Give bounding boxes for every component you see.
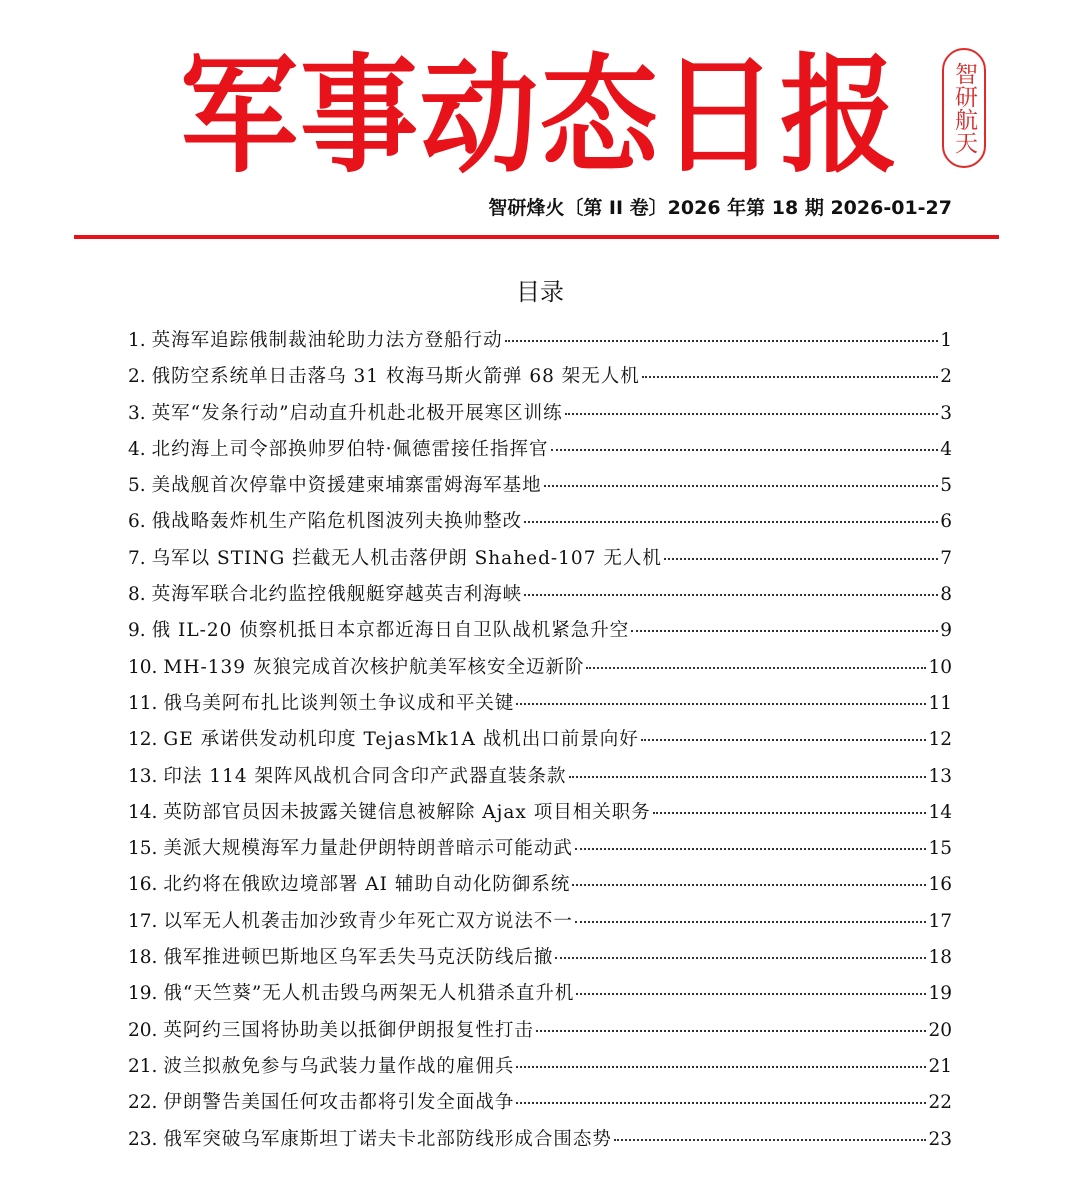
toc-entry[interactable]	[128, 541, 952, 577]
toc-entry-title: 俄战略轰炸机生产陷危机图波列夫换帅整改	[151, 511, 523, 533]
toc-entry[interactable]	[128, 396, 952, 432]
toc-entry-title: 伊朗警告美国任何攻击都将引发全面战争	[163, 1092, 515, 1114]
issue-line: 智研烽火〔第 II 卷〕2026 年第 18 期 2026-01-27	[488, 197, 952, 219]
toc-entry-page: 23	[928, 1128, 952, 1150]
toc-entry-title: 美派大规模海军力量赴伊朗特朗普暗示可能动武	[163, 838, 573, 860]
toc-entry-page: 12	[928, 729, 952, 751]
toc-entry-number: 10.	[128, 656, 158, 678]
toc-entry-page: 18	[928, 947, 952, 969]
toc-leader-dots	[544, 484, 939, 487]
toc-entry[interactable]	[128, 323, 952, 359]
toc-leader-dots	[576, 992, 926, 995]
toc-entry-page: 8	[940, 584, 952, 606]
toc-entry[interactable]	[128, 1049, 952, 1085]
toc-entry[interactable]	[128, 795, 952, 831]
toc-entry-page: 5	[940, 475, 952, 497]
toc-entry-title: 英阿约三国将协助美以抵御伊朗报复性打击	[163, 1019, 534, 1041]
toc-entry-title: 俄“天竺葵”无人机击毁乌两架无人机猎杀直升机	[163, 983, 575, 1005]
masthead-title: 军事动态日报	[179, 40, 900, 190]
toc-entry[interactable]	[128, 686, 952, 722]
toc-entry[interactable]	[128, 831, 952, 867]
toc-leader-dots	[575, 920, 927, 923]
toc-entry-number: 20.	[128, 1019, 158, 1041]
toc-entry-title: 北约海上司令部换帅罗伯特·佩德雷接任指挥官	[151, 438, 549, 460]
toc-entry-number: 21.	[128, 1055, 158, 1077]
toc-entry-number: 3.	[128, 402, 146, 424]
toc-entry[interactable]	[128, 359, 952, 395]
toc-leader-dots	[524, 520, 938, 523]
toc-entry-page: 15	[928, 838, 952, 860]
toc-entry-page: 11	[928, 692, 952, 714]
toc-entry-title: 北约将在俄欧边境部署 AI 辅助自动化防御系统	[163, 874, 571, 896]
toc-list	[128, 323, 952, 1158]
toc-entry-page: 2	[940, 366, 952, 388]
toc-entry-number: 17.	[128, 910, 158, 932]
toc-entry-page: 14	[928, 801, 952, 823]
toc-entry-page: 10	[928, 656, 952, 678]
toc-leader-dots	[551, 448, 939, 451]
toc-leader-dots	[524, 593, 938, 596]
seal-text: 智研航天	[951, 62, 977, 154]
toc-entry[interactable]	[128, 577, 952, 613]
toc-entry-number: 23.	[128, 1128, 158, 1150]
toc-entry-number: 14.	[128, 801, 158, 823]
toc-entry-title: 英防部官员因未披露关键信息被解除 Ajax 项目相关职务	[163, 801, 651, 823]
toc-entry-page: 20	[928, 1019, 952, 1041]
toc-leader-dots	[555, 956, 926, 959]
toc-entry-page: 7	[940, 547, 952, 569]
toc-entry-title: 以军无人机袭击加沙致青少年死亡双方说法不一	[163, 910, 573, 932]
toc-leader-dots	[572, 883, 926, 886]
toc-entry-number: 1.	[128, 330, 146, 351]
toc-entry[interactable]	[128, 1085, 952, 1121]
toc-entry-page: 13	[928, 765, 952, 787]
toc-leader-dots	[569, 775, 927, 778]
toc-entry-number: 6.	[128, 511, 146, 533]
seal-stamp	[942, 48, 986, 168]
header-divider	[74, 235, 999, 239]
toc-entry[interactable]	[128, 759, 952, 795]
toc-entry-title: 俄军突破乌军康斯坦丁诺夫卡北部防线形成合围态势	[163, 1128, 612, 1150]
toc-entry[interactable]	[128, 722, 952, 758]
toc-entry[interactable]	[128, 432, 952, 468]
toc-entry-page: 1	[940, 330, 952, 351]
toc-entry-page: 17	[928, 910, 952, 932]
toc-entry-page: 22	[928, 1092, 952, 1114]
toc-entry-number: 13.	[128, 765, 158, 787]
toc-entry-page: 9	[940, 620, 952, 642]
toc-entry-title: 俄乌美阿布扎比谈判领土争议成和平关键	[163, 692, 515, 714]
toc-leader-dots	[653, 811, 927, 814]
toc-leader-dots	[516, 1065, 926, 1068]
toc-entry[interactable]	[128, 650, 952, 686]
toc-entry-number: 4.	[128, 438, 146, 460]
toc-entry-number: 11.	[128, 692, 158, 714]
toc-entry[interactable]	[128, 1013, 952, 1049]
toc-entry-page: 6	[940, 511, 952, 533]
toc-entry-title: 乌军以 STING 拦截无人机击落伊朗 Shahed-107 无人机	[151, 547, 662, 569]
toc-entry-number: 18.	[128, 947, 158, 969]
toc-entry-title: 波兰拟赦免参与乌武装力量作战的雇佣兵	[163, 1055, 515, 1077]
toc-entry-number: 5.	[128, 475, 146, 497]
toc-leader-dots	[631, 629, 938, 632]
toc-entry[interactable]	[128, 940, 952, 976]
toc-entry-number: 19.	[128, 983, 158, 1005]
toc-entry[interactable]	[128, 904, 952, 940]
toc-entry-title: 印法 114 架阵风战机合同含印产武器直装条款	[163, 765, 567, 787]
toc-leader-dots	[642, 375, 938, 378]
toc-entry-title: 俄防空系统单日击落乌 31 枚海马斯火箭弹 68 架无人机	[151, 366, 640, 388]
toc-title: 目录	[516, 278, 564, 306]
toc-leader-dots	[586, 666, 926, 669]
toc-entry-page: 19	[928, 983, 952, 1005]
toc-entry[interactable]	[128, 613, 952, 649]
toc-entry-page: 21	[928, 1055, 952, 1077]
toc-entry-number: 15.	[128, 838, 158, 860]
toc-entry-page: 3	[940, 402, 952, 424]
toc-entry-title: MH-139 灰狼完成首次核护航美军核安全迈新阶	[163, 656, 585, 678]
toc-leader-dots	[516, 702, 926, 705]
toc-entry[interactable]	[128, 1122, 952, 1158]
toc-entry-number: 8.	[128, 584, 146, 606]
toc-entry-title: 俄军推进顿巴斯地区乌军丢失马克沃防线后撤	[163, 947, 554, 969]
toc-leader-dots	[565, 412, 939, 415]
toc-entry-page: 4	[940, 438, 952, 460]
toc-leader-dots	[664, 557, 938, 560]
toc-leader-dots	[536, 1029, 927, 1032]
toc-entry-title: 英海军联合北约监控俄舰艇穿越英吉利海峡	[151, 584, 523, 606]
toc-entry[interactable]	[128, 504, 952, 540]
toc-entry-title: 美战舰首次停靠中资援建柬埔寨雷姆海军基地	[151, 475, 542, 497]
toc-leader-dots	[505, 339, 939, 342]
toc-entry-number: 22.	[128, 1092, 158, 1114]
toc-entry-number: 2.	[128, 366, 146, 388]
toc-entry[interactable]	[128, 468, 952, 504]
masthead	[0, 40, 1080, 190]
toc-leader-dots	[575, 847, 927, 850]
toc-entry-number: 7.	[128, 547, 146, 569]
toc-entry-title: 英海军追踪俄制裁油轮助力法方登船行动	[151, 330, 503, 351]
toc-entry[interactable]	[128, 867, 952, 903]
toc-entry-number: 16.	[128, 874, 158, 896]
toc-entry[interactable]	[128, 976, 952, 1012]
toc-leader-dots	[516, 1101, 926, 1104]
toc-leader-dots	[641, 738, 927, 741]
toc-entry-page: 16	[928, 874, 952, 896]
toc-entry-number: 12.	[128, 729, 158, 751]
toc-entry-number: 9.	[128, 620, 146, 642]
toc-leader-dots	[614, 1138, 927, 1141]
toc-entry-title: 俄 IL-20 侦察机抵日本京都近海日自卫队战机紧急升空	[151, 620, 630, 642]
toc-entry-title: 英军“发条行动”启动直升机赴北极开展寒区训练	[151, 402, 563, 424]
toc-entry-title: GE 承诺供发动机印度 TejasMk1A 战机出口前景向好	[163, 729, 639, 751]
